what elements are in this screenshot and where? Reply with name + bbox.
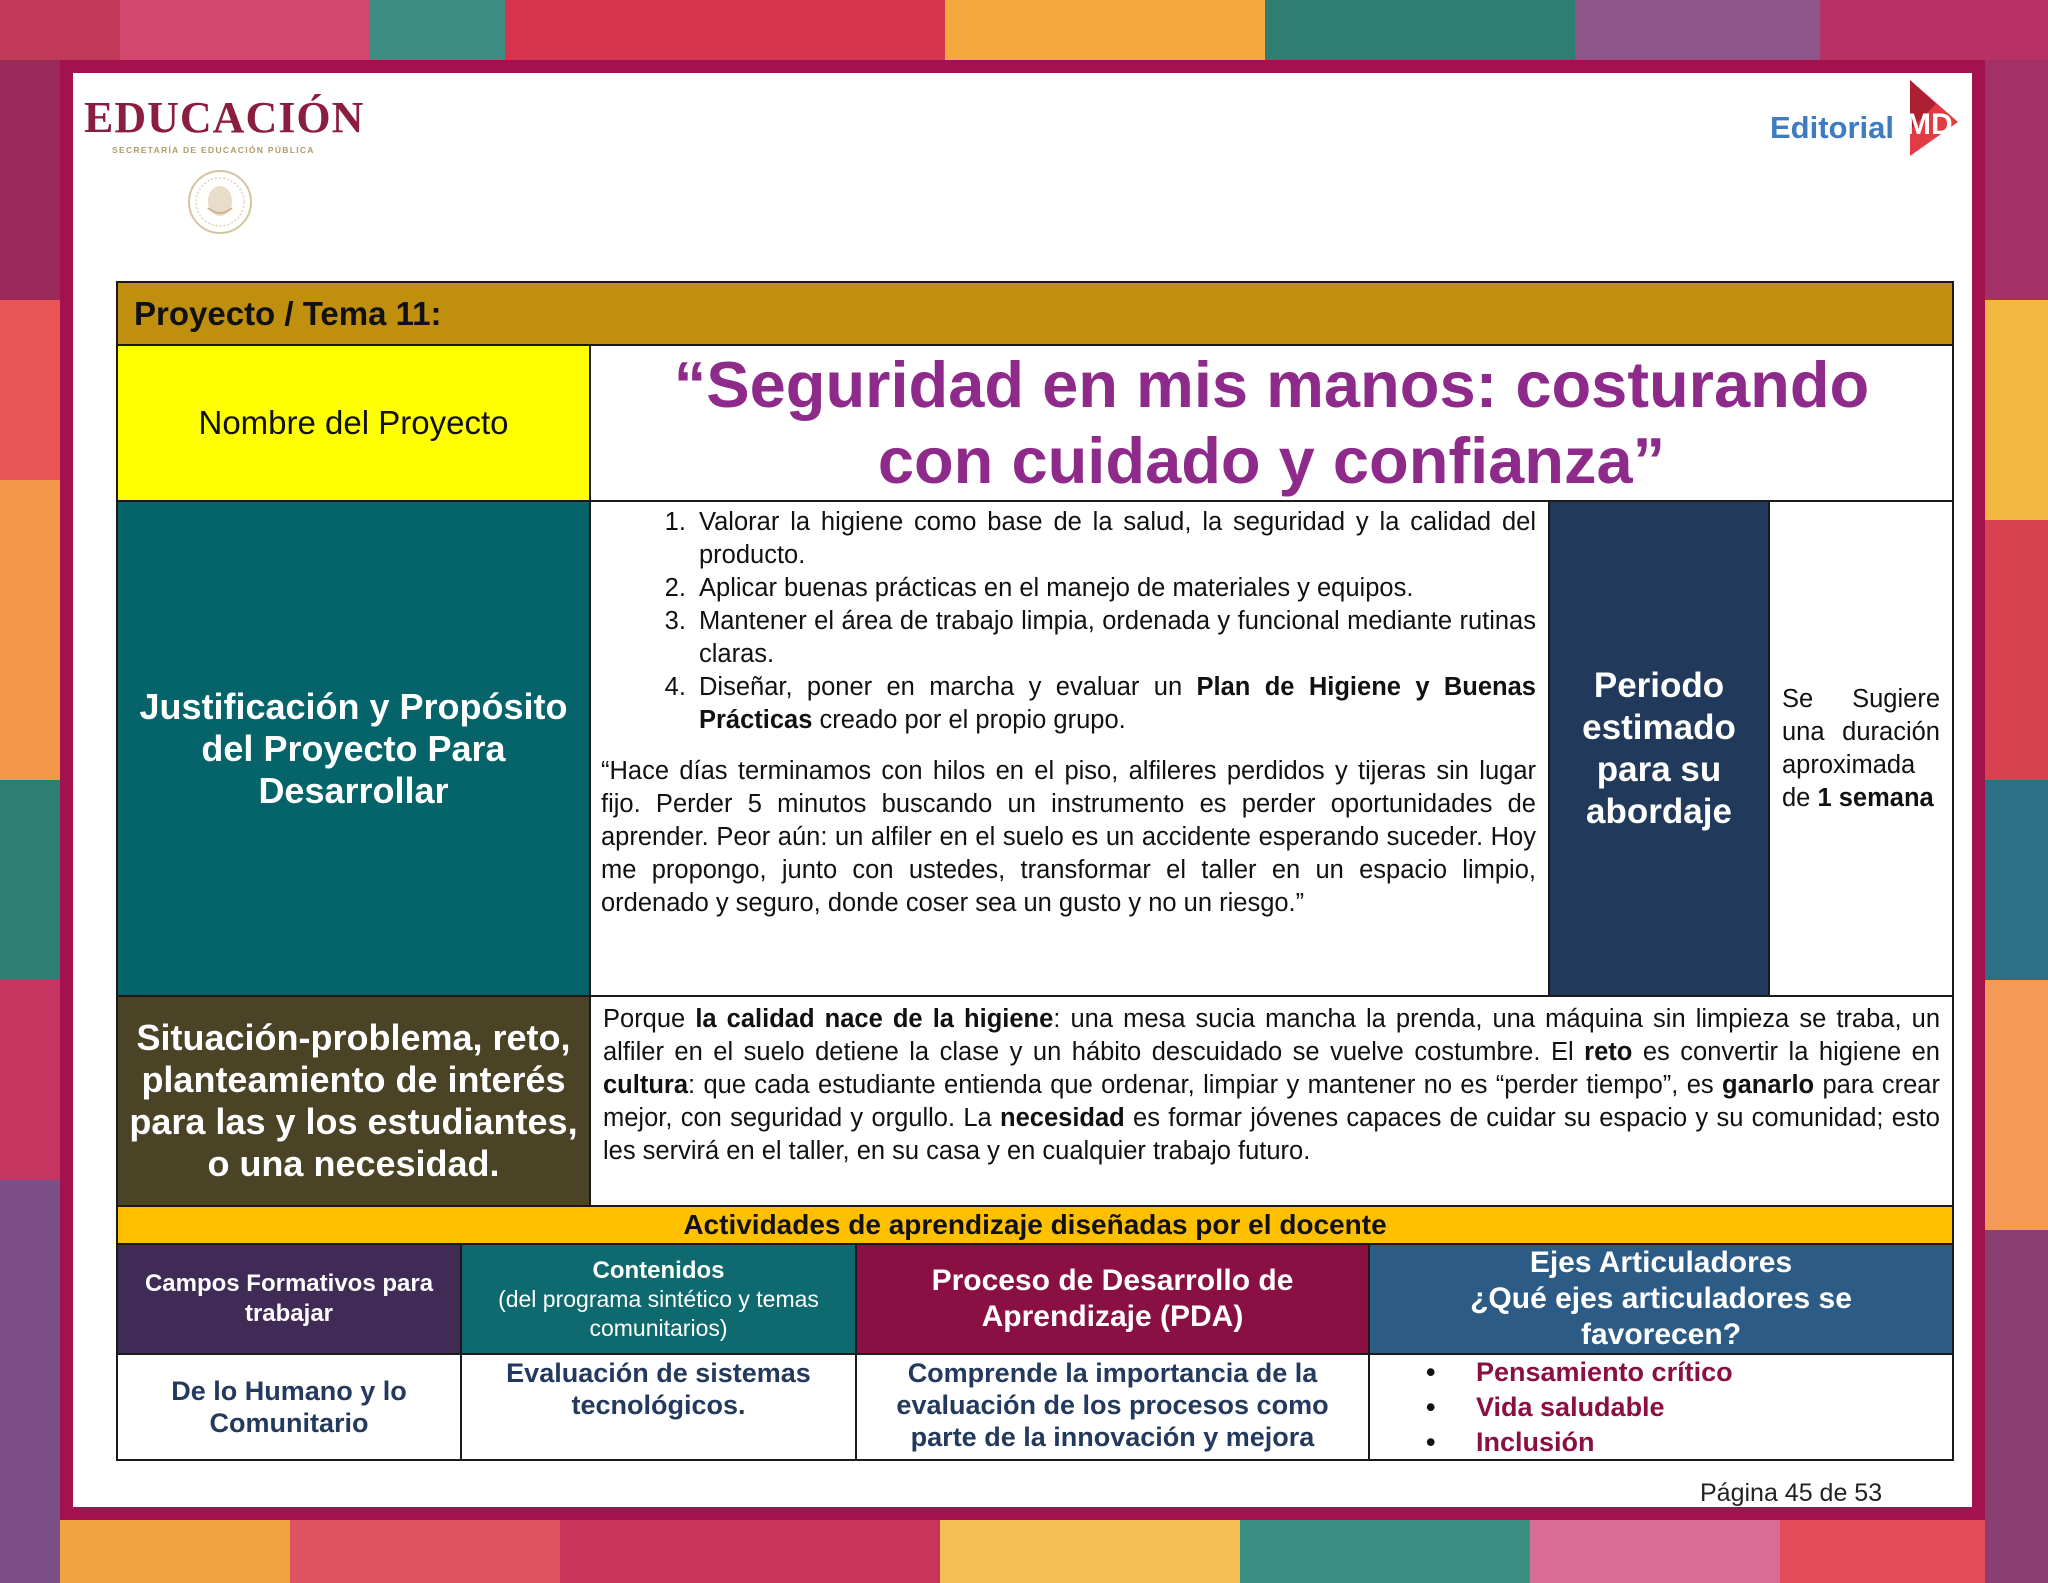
period-text xyxy=(1770,683,1952,815)
problem-text-part: : que cada estudiante entienda que ordenar, limpiar y mantener no es “perder tiempo”, es xyxy=(688,1071,1723,1099)
ejes-subtitle: ¿Qué ejes articuladores se favorecen? xyxy=(1470,1282,1852,1351)
justification-content xyxy=(589,500,1550,997)
contenidos-header xyxy=(460,1243,857,1355)
problem-text-part: es convertir la higiene en xyxy=(1632,1038,1940,1066)
objective-text: Diseñar, poner en marcha y evaluar un xyxy=(699,673,1197,701)
contenidos-title: Contenidos xyxy=(592,1256,725,1284)
problem-text-bold: necesidad xyxy=(1000,1104,1125,1132)
problem-content xyxy=(589,995,1954,1207)
objective-item: 1. Valorar la higiene como base de la salud, la seguridad y la calidad del producto. xyxy=(693,506,1536,572)
problem-text-bold: reto xyxy=(1584,1038,1633,1066)
problem-text-part: es formar jóvenes capaces de cuidar su espacio y su comunidad; esto les servirá en el taller, en su casa y en cualquier trabajo futuro. xyxy=(603,1104,1940,1165)
justification-label: Justificación y Propósito del Proyecto Para Desarrollar xyxy=(116,500,591,997)
ejes-header xyxy=(1368,1243,1954,1355)
problem-text-part: para crear mejor, con seguridad y orgullo. La xyxy=(603,1071,1940,1132)
ejes-value xyxy=(1368,1353,1954,1461)
problem-text-part: Porque xyxy=(603,1005,696,1033)
objective-bold: Plan de Higiene y Buenas Prácticas xyxy=(699,673,1536,734)
ejes-title: Ejes Articuladores xyxy=(1529,1246,1793,1279)
coat-of-arms-icon xyxy=(182,168,258,236)
campos-header: Campos Formativos para trabajar xyxy=(116,1243,462,1355)
eje-item: • Inclusión xyxy=(1426,1425,1952,1460)
sep-title: EDUCACIÓN xyxy=(84,93,365,142)
period-duration: 1 semana xyxy=(1817,783,1934,812)
project-name-title: “Seguridad en mis manos: costurando con cuidado y confianza” xyxy=(589,344,1954,502)
project-name-label: Nombre del Proyecto xyxy=(116,344,591,502)
teacher-quote: “Hace días terminamos con hilos en el piso, alfileres perdidos y tijeras sin lugar fijo. Perder 5 minutos buscando un instrumento es perder oportunidades de aprender. Peor aún: un alfiler en el suelo es un accidente esperando suceder. Hoy me propongo, junto con ustedes, transformar el taller en un espacio limpio, ordenado y seguro, donde coser sea un gusto y no un riesgo.” xyxy=(601,757,1536,917)
contenidos-subtitle: (del programa sintético y temas comunitarios) xyxy=(498,1285,819,1341)
eje-item: • Vida saludable xyxy=(1426,1390,1952,1425)
period-label: Periodo estimado para su abordaje xyxy=(1548,500,1770,997)
problem-text-part: : una mesa sucia mancha la prenda, una máquina sin limpieza se traba, un alfiler en el suelo detiene la clase y un hábito descuidado se vuelve costumbre. El xyxy=(603,1005,1941,1066)
problem-text-bold: la calidad nace de la higiene xyxy=(695,1005,1054,1033)
sep-logo xyxy=(84,93,365,155)
editorial-mark-text: MD xyxy=(1906,108,1953,141)
objective-text: creado por el propio grupo. xyxy=(812,706,1126,734)
contenidos-value: Evaluación de sistemas tecnológicos. xyxy=(460,1353,857,1461)
project-number-label: Proyecto / Tema 11: xyxy=(116,281,1954,346)
problem-label: Situación-problema, reto, planteamiento de interés para las y los estudiantes, o una necesidad. xyxy=(116,995,591,1207)
page-number: Página 45 de 53 xyxy=(1700,1479,1883,1507)
editorial-mark-icon xyxy=(1896,78,1966,158)
period-cell xyxy=(1768,500,1954,997)
editorial-md-logo xyxy=(1770,78,1966,160)
pda-value: Comprende la importancia de la evaluación de los procesos como parte de la innovación y mejora xyxy=(855,1353,1370,1461)
objective-item xyxy=(693,671,1536,737)
objective-item: 2. Aplicar buenas prácticas en el manejo de materiales y equipos. xyxy=(693,572,1536,605)
problem-text-bold: cultura xyxy=(603,1071,689,1099)
campos-value: De lo Humano y lo Comunitario xyxy=(116,1353,462,1461)
activities-band: Actividades de aprendizaje diseñadas por el docente xyxy=(116,1205,1954,1245)
objective-item: 3. Mantener el área de trabajo limpia, ordenada y funcional mediante rutinas claras. xyxy=(693,605,1536,671)
period-text-part: Se Sugiere una duración aproximada de xyxy=(1782,684,1940,812)
problem-text xyxy=(603,1003,1940,1168)
pda-header: Proceso de Desarrollo de Aprendizaje (PDA) xyxy=(855,1243,1370,1355)
eje-item: • Pensamiento crítico xyxy=(1426,1355,1952,1390)
editorial-text: Editorial xyxy=(1770,110,1895,145)
sep-subtitle: SECRETARÍA DE EDUCACIÓN PÚBLICA xyxy=(112,145,315,155)
ejes-list xyxy=(1426,1355,1952,1460)
objectives-list xyxy=(601,506,1536,737)
problem-text-bold: ganarlo xyxy=(1722,1071,1815,1099)
